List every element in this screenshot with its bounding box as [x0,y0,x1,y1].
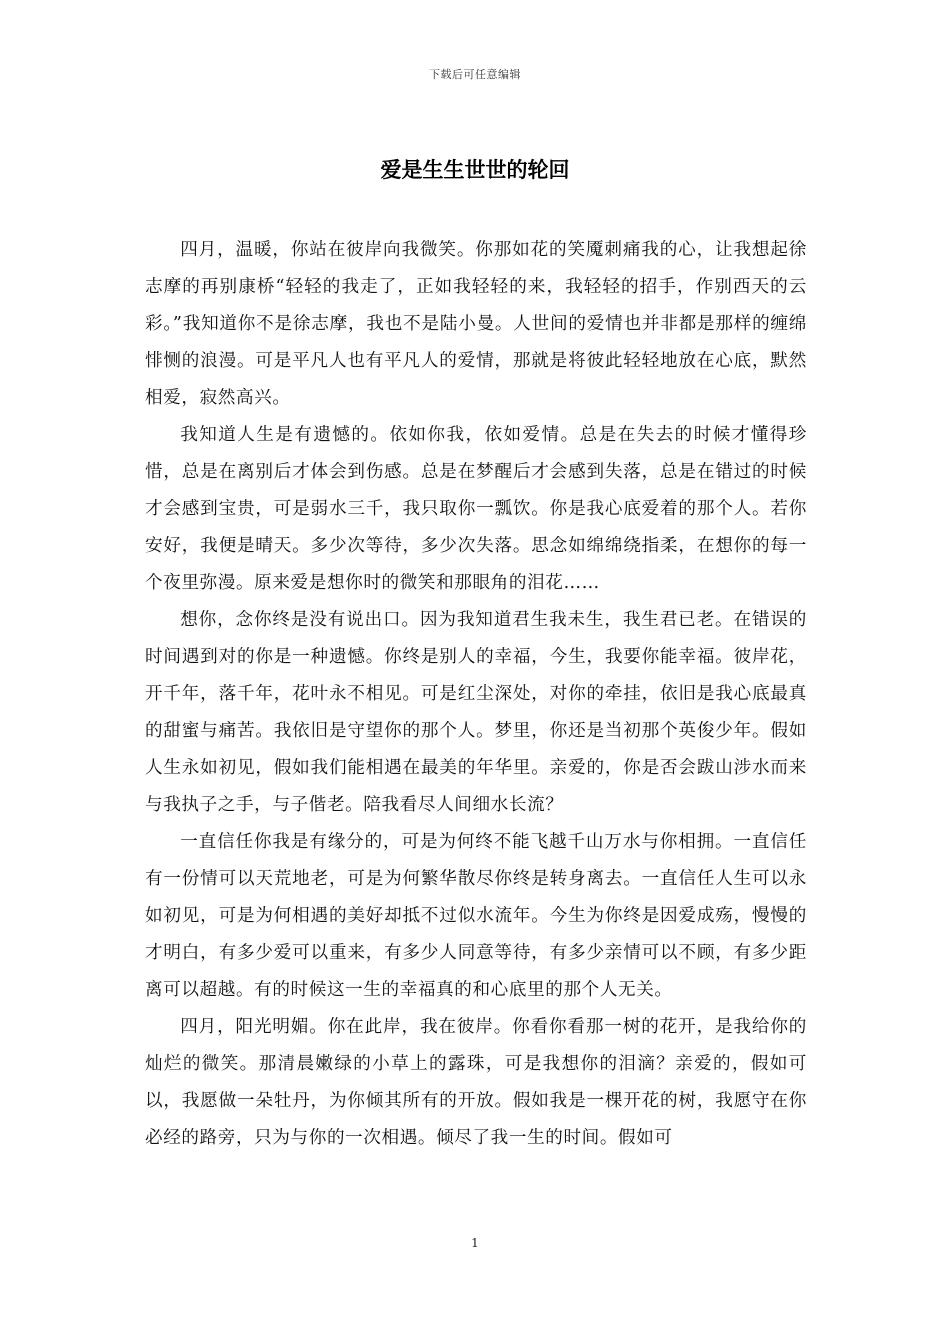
paragraph-5: 四月，阳光明媚。你在此岸，我在彼岸。你看你看那一树的花开，是我给你的灿烂的微笑。那清晨嫩绿的小草上的露珠，可是我想你的泪滴？亲爱的，假如可以，我愿做一朵牡丹，为你倾其所有的开放。假如我是一棵开花的树，我愿守在你必经的路旁，只为与你的一次相遇。倾尽了我一生的时间。假如可 [145,1017,807,1148]
document-title: 爱是生生世世的轮回 [380,158,570,182]
paragraph-3: 想你，念你终是没有说出口。因为我知道君生我未生，我生君已老。在错误的时间遇到对的你是一种遗憾。你终是别人的幸福，今生，我要你能幸福。彼岸花，开千年，落千年，花叶永不相见。可是红尘深处，对你的牵挂，依旧是我心底最真的甜蜜与痛苦。我依旧是守望你的那个人。梦里，你还是当初那个英俊少年。假如人生永如初见，假如我们能相遇在最美的年华里。亲爱的，你是否会跋山涉水而来与我执子之手，与子偕老。陪我看尽人间细水长流？ [145,610,807,815]
page-number: 1 [471,1236,479,1250]
document-body [145,232,807,1157]
paragraph-1: 四月，温暖，你站在彼岸向我微笑。你那如花的笑魇刺痛我的心，让我想起徐志摩的再别康桥“轻轻的我走了，正如我轻轻的来，我轻轻的招手，作别西天的云彩。”我知道你不是徐志摩，我也不是陆小曼。人世间的爱情也并非都是那样的缠绵悱恻的浪漫。可是平凡人也有平凡人的爱情，那就是将彼此轻轻地放在心底，默然相爱，寂然高兴。 [145,240,807,408]
paragraph-4: 一直信任你我是有缘分的，可是为何终不能飞越千山万水与你相拥。一直信任有一份情可以天荒地老，可是为何繁华散尽你终是转身离去。一直信任人生可以永如初见，可是为何相遇的美好却抵不过似水流年。今生为你终是因爱成殇，慢慢的才明白，有多少爱可以重来，有多少人同意等待，有多少亲情可以不顾，有多少距离可以超越。有的时候这一生的幸福真的和心底里的那个人无关。 [145,832,807,1000]
paragraph-2: 我知道人生是有遗憾的。依如你我，依如爱情。总是在失去的时候才懂得珍惜，总是在离别后才体会到伤感。总是在梦醒后才会感到失落，总是在错过的时候才会感到宝贵，可是弱水三千，我只取你一瓢饮。你是我心底爱着的那个人。若你安好，我便是晴天。多少次等待，多少次失落。思念如绵绵绕指柔，在想你的每一个夜里弥漫。原来爱是想你时的微笑和那眼角的泪花…… [145,425,807,593]
header-note: 下载后可任意编辑 [429,68,521,81]
